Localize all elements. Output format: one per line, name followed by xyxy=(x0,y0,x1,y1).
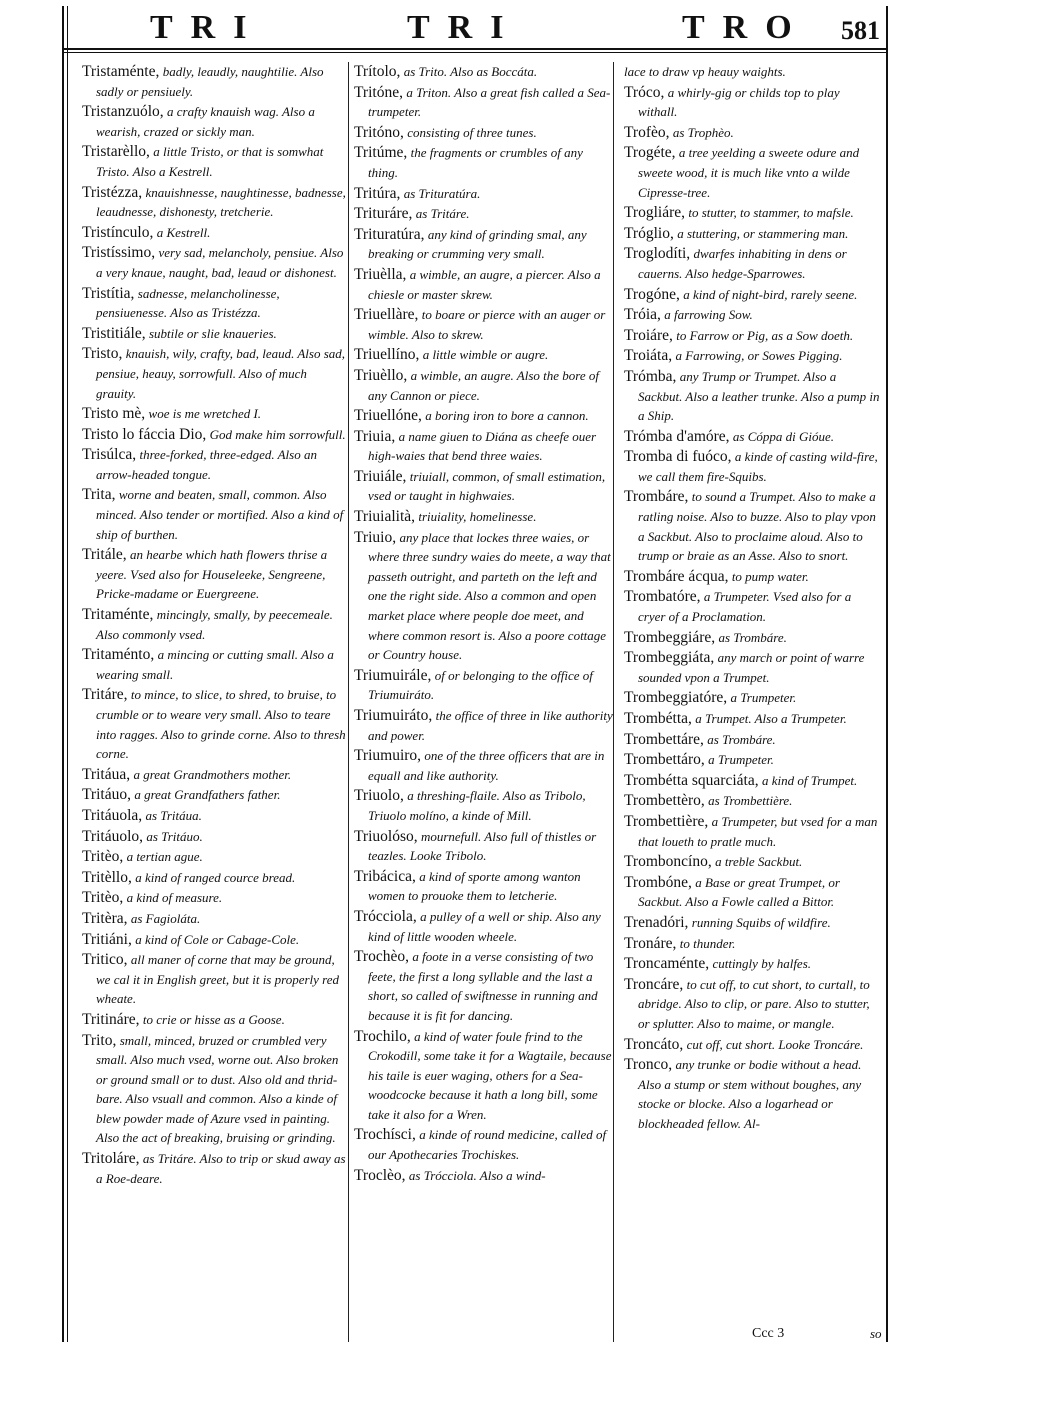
dictionary-entry xyxy=(624,771,880,791)
headword: Tribácica, xyxy=(354,867,416,885)
headword: Trombóne, xyxy=(624,873,692,891)
headword: Tristo lo fáccia Dio, xyxy=(82,425,207,443)
definition: as Trophèo. xyxy=(672,124,734,140)
column-3 xyxy=(624,62,880,1134)
definition: any trunke or bodie without a head. Also a stump or stem without boughes, any stocke or blocke. Also a logarhead or blockheaded fellow. Al- xyxy=(638,1057,862,1131)
running-head-center: TRI xyxy=(407,9,522,46)
dictionary-entry xyxy=(624,648,880,687)
running-head-left: TRI xyxy=(150,9,265,46)
headword: Tritináre, xyxy=(82,1010,140,1028)
dictionary-entry xyxy=(624,326,880,346)
definition: a crafty knauish wag. Also a wearish, crazed or sickly man. xyxy=(96,104,315,139)
dictionary-entry xyxy=(82,930,350,950)
headword: Tristézza, xyxy=(82,183,143,201)
definition: a kind of Cole or Cabage-Cole. xyxy=(135,931,300,947)
dictionary-entry xyxy=(354,507,614,527)
headword: Trogliáre, xyxy=(624,204,685,222)
definition: a Trumpet. Also a Trumpeter. xyxy=(695,711,847,726)
definition: a wimble, an augre. Also the bore of any Cannon or piece. xyxy=(368,367,599,403)
headword: Tristíssimo, xyxy=(82,244,156,262)
dictionary-entry xyxy=(82,1031,350,1149)
dictionary-entry xyxy=(624,62,880,82)
dictionary-entry xyxy=(624,852,880,872)
definition: a kind of measure. xyxy=(126,890,223,906)
dictionary-entry xyxy=(82,950,350,1009)
dictionary-entry xyxy=(354,345,614,365)
dictionary-entry xyxy=(624,975,880,1034)
dictionary-entry xyxy=(354,467,614,506)
dictionary-entry xyxy=(82,324,350,344)
definition: a threshing-flaile. Also as Tribolo, Triuolo molíno, a kinde of Mill. xyxy=(368,788,586,823)
dictionary-entry xyxy=(354,305,614,344)
headword: Tritáuolo, xyxy=(82,827,144,845)
dictionary-entry xyxy=(82,909,350,929)
definition: a Trumpeter, but vsed for a man that loueth to pratle much. xyxy=(638,813,878,849)
definition: a great Grandfathers father. xyxy=(134,787,281,803)
dictionary-entry xyxy=(82,868,350,888)
headword: Triumuirále, xyxy=(354,666,432,684)
dictionary-entry xyxy=(82,847,350,867)
headword: Tristarèllo, xyxy=(82,143,150,161)
left-border-inner xyxy=(67,6,68,1342)
dictionary-entry xyxy=(624,628,880,648)
dictionary-entry xyxy=(624,305,880,325)
headword: Troiáre, xyxy=(624,326,673,344)
dictionary-entry xyxy=(624,954,880,974)
definition: woe is me wretched I. xyxy=(148,406,262,422)
definition: any march or point of warre sounded vpon a Trumpet. xyxy=(638,650,865,685)
definition: a Triton. Also a great fish called a Sea-trumpeter. xyxy=(368,84,611,120)
headword: Troiáta, xyxy=(624,347,673,365)
dictionary-entry xyxy=(354,1125,614,1164)
headword: Troncaménte, xyxy=(624,955,710,973)
dictionary-entry xyxy=(82,142,350,181)
definition: a stuttering, or stammering man. xyxy=(677,225,849,241)
headword: Tristo, xyxy=(82,345,123,363)
definition: three-forked, three-edged. Also an arrow-headed tongue. xyxy=(96,447,317,482)
dictionary-entry xyxy=(82,425,350,445)
definition: a pulley of a well or ship. Also any kind of little wooden wheele. xyxy=(368,908,601,944)
headword: Troncáto, xyxy=(624,1035,684,1053)
definition: a kind of ranged cource bread. xyxy=(135,869,296,885)
dictionary-entry xyxy=(624,1035,880,1055)
definition: consisting of three tunes. xyxy=(407,124,537,140)
dictionary-entry xyxy=(354,143,614,182)
dictionary-entry xyxy=(624,367,880,426)
headword: Triuiále, xyxy=(354,467,407,485)
definition: a little wimble or augre. xyxy=(422,347,549,363)
dictionary-entry xyxy=(82,1010,350,1030)
dictionary-entry xyxy=(624,285,880,305)
dictionary-entry xyxy=(82,545,350,604)
definition: a mincing or cutting small. Also a wearing small. xyxy=(96,647,334,682)
definition: a farrowing Sow. xyxy=(664,307,753,323)
dictionary-entry xyxy=(82,485,350,544)
dictionary-entry xyxy=(624,567,880,587)
headword: Trombettáro, xyxy=(624,751,705,769)
headword: Trenadóri, xyxy=(624,913,689,931)
definition: a kind of sporte among wanton women to prouoke them to letcherie. xyxy=(368,868,581,904)
headword: Tritáua, xyxy=(82,765,131,783)
definition: badly, leaudly, naughtilie. Also sadly or pensiuely. xyxy=(96,64,324,99)
header-rule-inner xyxy=(62,52,888,53)
headword: Trituráre, xyxy=(354,205,413,223)
definition: as Trombáre. xyxy=(718,629,787,645)
dictionary-entry xyxy=(624,203,880,223)
headword: Trómba d'amóre, xyxy=(624,427,730,445)
definition: a Trumpeter. Vsed also for a cryer of a Proclamation. xyxy=(638,589,852,625)
dictionary-entry xyxy=(624,873,880,912)
dictionary-entry xyxy=(624,934,880,954)
headword: Tritico, xyxy=(82,951,128,969)
definition: a kind of Trumpet. xyxy=(761,772,858,788)
headword: Trofèo, xyxy=(624,123,670,141)
headword: Trogóne, xyxy=(624,285,680,303)
definition: to thunder. xyxy=(679,935,736,951)
definition: a kinde of round medicine, called of our Apothecaries Trochiskes. xyxy=(368,1127,607,1163)
definition: subtile or slie knaueries. xyxy=(148,325,277,341)
headword: Triuio, xyxy=(354,528,397,546)
dictionary-entry xyxy=(354,907,614,946)
definition: the office of three in like authority and power. xyxy=(368,708,613,743)
dictionary-entry xyxy=(354,225,614,264)
dictionary-entry xyxy=(82,765,350,785)
headword: Triumuiro, xyxy=(354,747,422,765)
headword: Trito, xyxy=(82,1031,117,1049)
headword: Troclèo, xyxy=(354,1166,406,1184)
definition: an hearbe which hath flowers thrise a yeere. Vsed also for Houseleeke, Sengreene, Pricke-madame or Euergreene. xyxy=(96,547,328,602)
dictionary-entry xyxy=(624,791,880,811)
dictionary-entry xyxy=(82,102,350,141)
definition: to Farrow or Pig, as a Sow doeth. xyxy=(676,327,854,343)
headword: Trombettáre, xyxy=(624,730,704,748)
dictionary-entry xyxy=(82,243,350,282)
dictionary-entry xyxy=(354,204,614,224)
dictionary-entry xyxy=(624,709,880,729)
dictionary-entry xyxy=(82,685,350,763)
definition: a whirly-gig or childs top to play withall. xyxy=(638,84,840,120)
dictionary-entry xyxy=(354,427,614,466)
dictionary-entry xyxy=(624,244,880,283)
headword: Tritáre, xyxy=(82,686,128,704)
dictionary-entry xyxy=(624,83,880,122)
definition: a kinde of casting wild-fire, we call them fire-Squibs. xyxy=(638,449,878,484)
headword: Trombettière, xyxy=(624,812,709,830)
headword: Trogéte, xyxy=(624,144,676,162)
dictionary-entry xyxy=(82,827,350,847)
headword: Tristitiále, xyxy=(82,324,146,342)
definition: all maner of corne that may be ground, we cal it in English greet, but it is properly red wheate. xyxy=(96,952,340,1007)
definition: to crie or hisse as a Goose. xyxy=(142,1011,285,1027)
dictionary-entry xyxy=(82,888,350,908)
headword: Tritiáni, xyxy=(82,930,132,948)
definition: to sound a Trumpet. Also to make a ratling noise. Also to buzze. Also to play vpon a Sackbut. Also to proclaime aloud. Also to trump or braie as an Asse. Also to snort. xyxy=(638,489,876,564)
definition: as Tritáuo. xyxy=(146,828,203,844)
headword: Tróglio, xyxy=(624,224,674,242)
headword: Tritúme, xyxy=(354,144,408,162)
headword: Tritóno, xyxy=(354,123,404,141)
headword: Triuellóne, xyxy=(354,407,422,425)
definition: to mince, to slice, to shred, to bruise, to crumble or to weare very small. Also to teare into ragges. Also to grinde corne. Also to thresh corne. xyxy=(96,687,346,762)
dictionary-entry xyxy=(624,730,880,750)
dictionary-entry xyxy=(82,445,350,484)
dictionary-entry xyxy=(82,806,350,826)
headword: Tritèllo, xyxy=(82,868,132,886)
dictionary-entry xyxy=(354,1027,614,1125)
dictionary-entry xyxy=(354,62,614,82)
definition: to boare or pierce with an auger or wimble. Also to skrew. xyxy=(368,307,606,342)
headword: Trisúlca, xyxy=(82,446,137,464)
definition: any Trump or Trumpet. Also a Sackbut. Also a leather trunke. Also a pump in a Ship. xyxy=(638,368,880,424)
dictionary-entry xyxy=(354,827,614,866)
dictionary-entry xyxy=(354,867,614,906)
dictionary-entry xyxy=(624,427,880,447)
dictionary-entry xyxy=(354,528,614,665)
headword: Triuia, xyxy=(354,427,396,445)
headword: Tritóne, xyxy=(354,83,403,101)
headword: Tronco, xyxy=(624,1056,673,1074)
definition: one of the three officers that are in equall and like authority. xyxy=(368,748,605,783)
definition: as Cóppa di Gióue. xyxy=(732,428,835,444)
definition: a tertian ague. xyxy=(126,849,203,865)
definition: as Tritáua. xyxy=(145,807,202,823)
definition: cuttingly by halfes. xyxy=(712,956,812,972)
dictionary-entry xyxy=(354,83,614,122)
dictionary-entry xyxy=(82,785,350,805)
definition: very sad, melancholy, pensiue. Also a very knaue, naught, bad, leaud or dishonest. xyxy=(96,245,344,280)
headword: Triuolo, xyxy=(354,787,404,805)
headword: Tristanzuólo, xyxy=(82,103,164,121)
dictionary-entry xyxy=(624,447,880,486)
definition: knauishnesse, naughtinesse, badnesse, leaudnesse, dishonesty, tretcherie. xyxy=(96,184,346,220)
headword: Trombétta squarciáta, xyxy=(624,771,759,789)
dictionary-entry xyxy=(624,812,880,851)
dictionary-entry xyxy=(82,62,350,101)
right-border xyxy=(886,6,888,1342)
dictionary-entry xyxy=(354,786,614,825)
headword: Trochísci, xyxy=(354,1126,416,1144)
headword: Tristaménte, xyxy=(82,63,160,80)
definition: dwarfes inhabiting in dens or cauerns. Also hedge-Sparrowes. xyxy=(638,246,847,281)
column-1 xyxy=(82,62,350,1189)
definition: any place that lockes three waies, or where three sundry waies do meete, a way that passeth outright, and parteth on the left and one the right side. Also a common and open market place where people doe meet, and where common resort is. Also a poore cottage or Country house. xyxy=(368,529,611,663)
headword: Tristítia, xyxy=(82,284,135,302)
dictionary-entry xyxy=(82,223,350,243)
headword: Tritáuola, xyxy=(82,806,143,824)
dictionary-entry xyxy=(82,645,350,684)
definition: a tree yeelding a sweete odure and sweete wood, it is much like vnto a wilde Cipresse-tree. xyxy=(638,145,860,200)
definition: as Tritáre. xyxy=(415,206,470,222)
dictionary-entry xyxy=(624,913,880,933)
headword: Tróia, xyxy=(624,306,661,324)
definition: as Tritáre. Also to trip or skud away as a Roe-deare. xyxy=(96,1151,346,1186)
headword: Tritoláre, xyxy=(82,1150,140,1168)
definition: as Fagioláta. xyxy=(130,910,201,926)
signature-mark: Ccc 3 xyxy=(752,1326,785,1341)
dictionary-entry xyxy=(354,265,614,304)
definition: worne and beaten, small, common. Also minced. Also tender or mortified. Also a kind of ship of burthen. xyxy=(96,487,344,542)
headword: Tritaménto, xyxy=(82,646,155,664)
page-number: 581 xyxy=(841,16,880,45)
dictionary-entry xyxy=(624,1055,880,1133)
headword: Trombeggiáre, xyxy=(624,628,716,646)
definition: a Trumpeter. xyxy=(708,752,774,768)
headword: Triumuiráto, xyxy=(354,707,433,724)
headword: Triuèllo, xyxy=(354,366,408,384)
dictionary-entry xyxy=(354,746,614,785)
definition: a boring iron to bore a cannon. xyxy=(425,408,589,424)
dictionary-entry xyxy=(354,706,614,745)
definition: as Trombáre. xyxy=(707,731,776,747)
dictionary-entry xyxy=(82,404,350,424)
headword: Triuolóso, xyxy=(354,827,418,845)
headword: Tromboncíno, xyxy=(624,853,712,871)
definition: to pump water. xyxy=(731,568,809,584)
definition: knauish, wily, crafty, bad, leaud. Also sad, pensiue, heauy, sorrowfull. Also of much grauity. xyxy=(96,346,346,401)
definition: to stutter, to stammer, to mafsle. xyxy=(688,205,854,221)
running-head-right: TRO xyxy=(682,9,810,46)
definition: the fragments or crumbles of any thing. xyxy=(368,145,583,180)
definition: cut off, cut short. Looke Troncáre. xyxy=(686,1036,864,1052)
column-2 xyxy=(354,62,614,1186)
definition: God make him sorrowfull. xyxy=(209,426,346,442)
headword: Trombeggiáta, xyxy=(624,649,715,667)
headword: Trochèo, xyxy=(354,948,409,966)
definition: triuiall, common, of small estimation, vsed or taught in highwaies. xyxy=(368,468,606,504)
dictionary-entry xyxy=(354,184,614,204)
headword: Tritúra, xyxy=(354,184,401,202)
dictionary-entry xyxy=(82,284,350,323)
definition: a treble Sackbut. xyxy=(715,854,803,870)
headword: Trócciola, xyxy=(354,907,417,925)
headword: Trombétta, xyxy=(624,710,692,727)
definition: a Farrowing, or Sowes Pigging. xyxy=(675,348,843,364)
headword: Tritèra, xyxy=(82,909,128,927)
headword: Tritáuo, xyxy=(82,786,131,804)
headword: Tristínculo, xyxy=(82,223,154,241)
dictionary-entry xyxy=(624,143,880,202)
definition: as Trituratúra. xyxy=(403,185,481,201)
definition: any kind of grinding smal, any breaking or crumming very small. xyxy=(368,226,587,262)
definition: mournefull. Also full of thistles or teazles. Looke Tribolo. xyxy=(368,828,597,864)
headword: Tritále, xyxy=(82,546,127,564)
dictionary-entry xyxy=(354,123,614,143)
headword: Trombeggiatóre, xyxy=(624,689,728,707)
dictionary-entry xyxy=(624,587,880,626)
definition: a Kestrell. xyxy=(156,224,211,240)
headword: Triuellàre, xyxy=(354,306,419,324)
headword: Trombáre, xyxy=(624,488,689,506)
headword: Trombatóre, xyxy=(624,588,701,606)
left-border xyxy=(62,6,64,1342)
dictionary-entry xyxy=(624,487,880,565)
dictionary-entry xyxy=(624,688,880,708)
dictionary-entry xyxy=(82,1149,350,1188)
dictionary-entry xyxy=(354,666,614,705)
headword: Tritaménte, xyxy=(82,606,154,624)
definition: a kind of night-bird, rarely seene. xyxy=(683,286,858,302)
definition: a Base or great Trumpet, or Sackbut. Also a Fowle called a Bittor. xyxy=(638,874,840,910)
definition: a great Grandmothers mother. xyxy=(133,766,292,782)
definition: as Trito. Also as Boccáta. xyxy=(403,64,538,79)
definition: mincingly, smally, by peecemeale. Also commonly vsed. xyxy=(96,607,333,642)
definition: of or belonging to the office of Triumuiráto. xyxy=(368,667,593,703)
dictionary-entry xyxy=(624,750,880,770)
definition: sadnesse, melancholinesse, pensiuenesse. Also as Tristézza. xyxy=(96,285,280,321)
headword: Troncáre, xyxy=(624,975,684,993)
headword: Triuialità, xyxy=(354,508,416,526)
definition: a wimble, an augre, a piercer. Also a chiesle or master skrew. xyxy=(368,266,601,302)
headword: Tróco, xyxy=(624,83,665,101)
headword: Trítolo, xyxy=(354,63,401,80)
definition: to cut off, to cut short, to curtall, to abridge. Also to clip, or pare. Also to stutter, or splutter. Also to maime, or mangle. xyxy=(638,976,870,1031)
headword: Trituratúra, xyxy=(354,225,425,243)
definition: a foote in a verse consisting of two feete, the first a long syllable and the last a short, so called of swiftnesse in running and because it is fit for dancing. xyxy=(368,949,598,1023)
dictionary-entry xyxy=(624,346,880,366)
definition: a name giuen to Diána as cheefe ouer high-waies that bend three waies. xyxy=(368,428,597,464)
dictionary-entry xyxy=(624,224,880,244)
definition: a Trumpeter. xyxy=(730,690,797,706)
headword: Trochilo, xyxy=(354,1027,411,1045)
headword: Trombettèro, xyxy=(624,792,705,810)
headword: Trombáre ácqua, xyxy=(624,567,729,585)
dictionary-entry xyxy=(354,406,614,426)
definition: triuiality, homelinesse. xyxy=(418,509,537,525)
dictionary-entry xyxy=(354,366,614,405)
definition: small, minced, bruzed or crumbled very small. Also much vsed, worne out. Also broken or ground small or to dust. Also old and thrid-bare. Also vsuall and common. Also a kinde of blew powder made of Azure vsed in painting. Also the act of breaking, bruising or grinding. xyxy=(96,1032,339,1146)
definition: as Trombettière. xyxy=(708,793,793,809)
headword: Tritèo, xyxy=(82,848,124,866)
definition: a little Tristo, or that is somwhat Tristo. Also a Kestrell. xyxy=(96,144,324,179)
dictionary-entry xyxy=(82,183,350,222)
dictionary-entry xyxy=(82,605,350,644)
header-rule xyxy=(62,48,888,50)
headword: Trómba, xyxy=(624,367,677,385)
definition: running Squibs of wildfire. xyxy=(691,914,831,930)
definition: lace to draw vp heauy waights. xyxy=(624,64,786,79)
headword: Trita, xyxy=(82,486,116,504)
headword: Tromba di fuóco, xyxy=(624,448,732,466)
headword: Triuellíno, xyxy=(354,346,420,364)
headword: Triuèlla, xyxy=(354,265,407,283)
dictionary-entry xyxy=(624,123,880,143)
dictionary-entry xyxy=(82,344,350,403)
definition: as Trócciola. Also a wind- xyxy=(408,1167,546,1183)
dictionary-entry xyxy=(354,1166,614,1186)
catchword: so xyxy=(870,1326,882,1341)
headword: Tritèo, xyxy=(82,889,124,907)
headword: Tristo mè, xyxy=(82,405,146,423)
definition: a kind of water foule frind to the Crokodill, some take it for a Wagtaile, because his taile is euer waging, others for a Sea-woodcocke because it hath a long bill, some take it also for a Wren. xyxy=(368,1028,612,1122)
page xyxy=(62,6,888,1342)
dictionary-entry xyxy=(354,947,614,1025)
headword: Tronáre, xyxy=(624,934,677,952)
headword: Troglodíti, xyxy=(624,245,691,263)
